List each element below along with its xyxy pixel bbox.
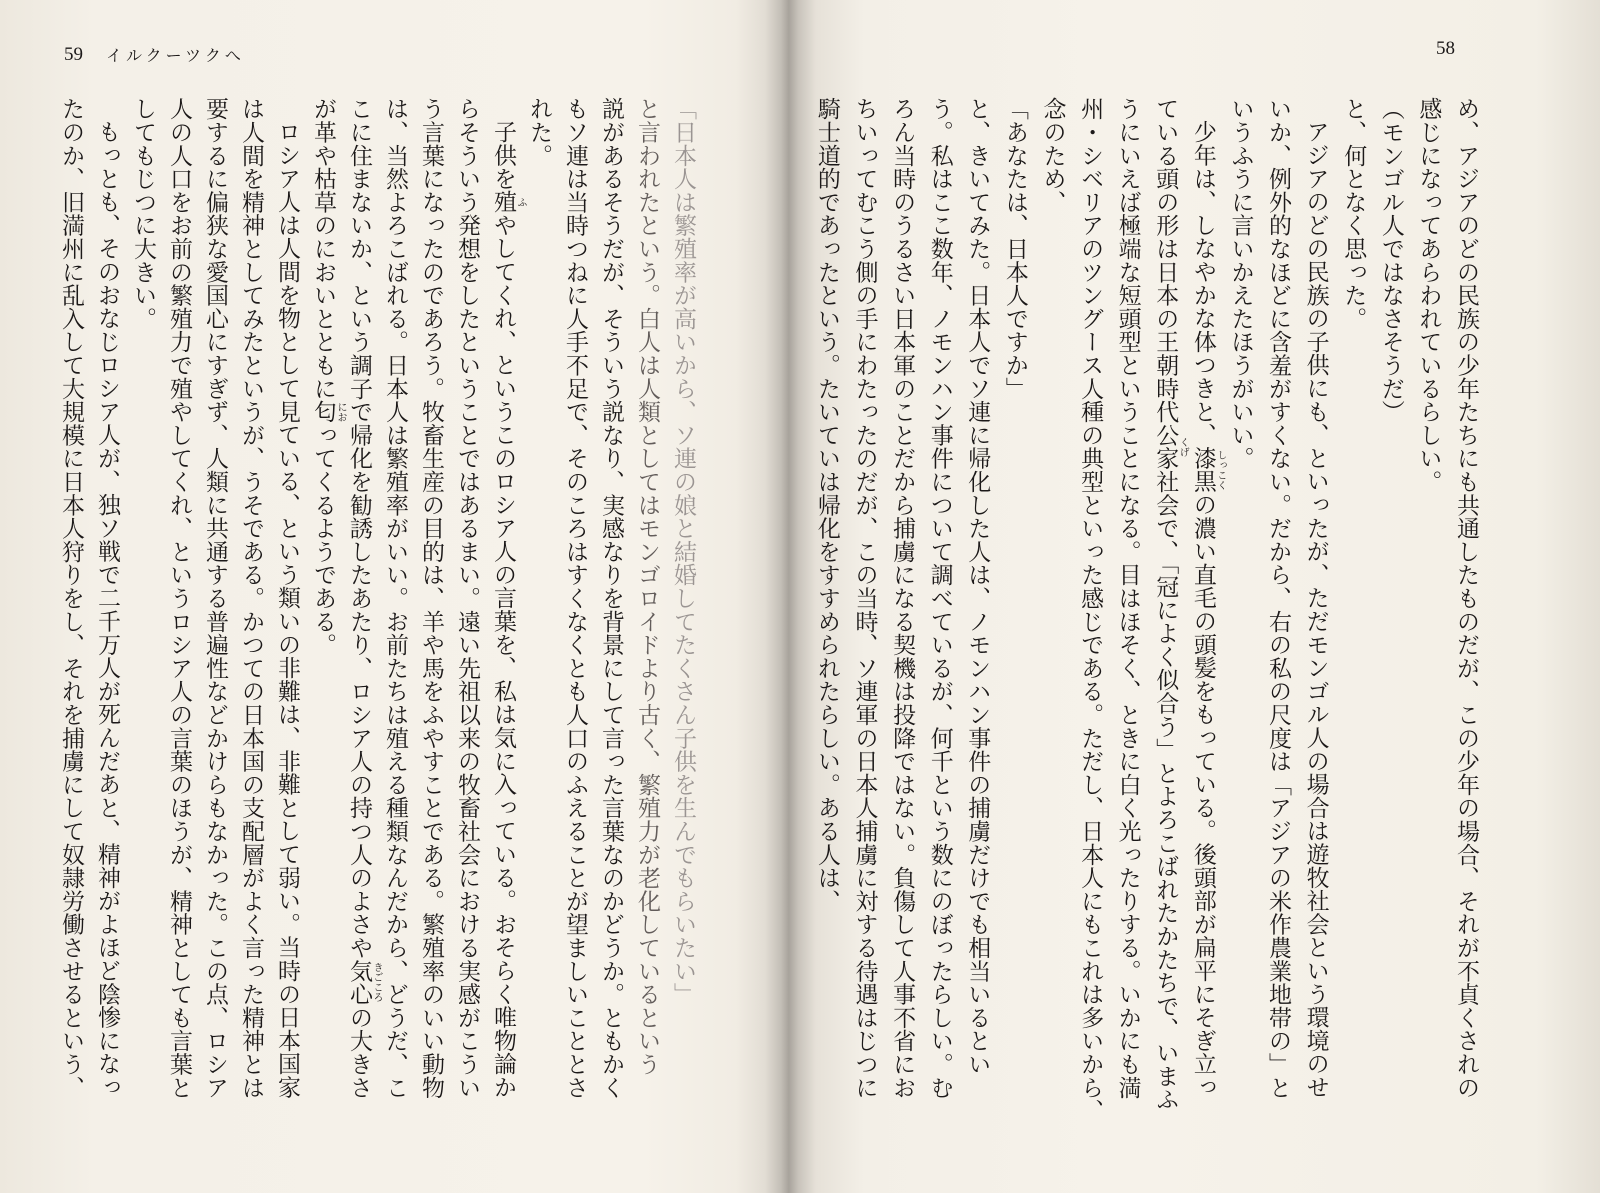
text-column: 子供を殖やしてくれ、というこのロシア人の言葉を、私は気に入っている。おそらく唯物論か xyxy=(490,120,516,1099)
running-head: イルクーツクへ xyxy=(106,46,245,65)
text-column: れた。 xyxy=(526,97,552,167)
text-column: いか、例外的なほどに含羞がすくない。だから、右の私の尺度は「アジアの米作農業地帯の」と xyxy=(1265,97,1292,1099)
ruby-annotation: ふ xyxy=(515,196,526,207)
text-column: と言われたという。白人は人類としてはモンゴロイドより古く、繁殖力が老化しているという xyxy=(634,97,660,1076)
text-column: ている頭の形は日本の王朝時代公家社会で、「冠によく似合う」とよろこばれたかたちで、いまふ xyxy=(1152,97,1179,1111)
text-column: アジアのどの民族の子供にも、といったが、ただモンゴル人の場合は遊牧社会という環境のせ xyxy=(1302,120,1329,1099)
text-column: と、きいてみた。日本人でソ連に帰化した人は、ノモンハン事件の捕虜だけでも相当いるとい xyxy=(964,97,991,1076)
text-column: もソ連は当時つねに人手不足で、そのころはすくなくとも人口のふえることが望ましいこととさ xyxy=(562,97,588,1099)
text-column: 「日本人は繁殖率が高いから、ソ連の娘と結婚してたくさん子供を生んでもらいたい」 xyxy=(670,97,696,1006)
text-column: いうふうに言いかえたほうがいい。 xyxy=(1227,97,1254,470)
text-column: たのか、旧満州に乱入して大規模に日本人狩りをし、それを捕虜にして奴隷労働させるという、 xyxy=(58,97,84,1099)
text-column: は人間を精神としてみたというが、うそである。かつての日本国の支配層がよく言った精神とは xyxy=(238,97,264,1099)
text-column: （モンゴル人ではなさそうだ） xyxy=(1377,97,1404,424)
text-column: もっとも、そのおなじロシア人が、独ソ戦で二千万人が死んだあと、精神がよほど陰惨になっ xyxy=(94,120,120,1099)
ruby-annotation: しっこく xyxy=(1214,449,1226,490)
text-column: 念のため、 xyxy=(1039,97,1066,214)
text-column: うにいえば極端な短頭型ということになる。目はほそく、ときに白く光ったりする。いかにも満 xyxy=(1114,97,1141,1099)
ruby-annotation: くげ xyxy=(1177,436,1189,457)
text-column: う言葉になったのであろう。牧畜生産の目的は、羊や馬をふやすことである。繁殖率のいい動物 xyxy=(418,97,444,1099)
text-column: こに住まないか、という調子で帰化を勧誘したあたり、ロシア人の持つ人のよさや気心の大きさ xyxy=(346,97,372,1099)
text-column: と、何となく思った。 xyxy=(1340,97,1367,330)
text-column: う。私はここ数年、ノモンハン事件について調べているが、何千という数にのぼったらしい。む xyxy=(926,97,953,1099)
text-column: 人の人口をお前の繁殖力で殖やしてくれ、というロシア人の言葉のほうが、精神としても言葉と xyxy=(166,97,192,1099)
text-column: ロシア人は人間を物として見ている、という類いの非難は、非難として弱い。当時の日本国家 xyxy=(274,120,300,1099)
page-body xyxy=(807,97,1484,1147)
text-column: 「あなたは、日本人ですか」 xyxy=(1001,97,1028,400)
text-column: 騎士道的であったという。たいていは帰化をすすめられたらしい。ある人は、 xyxy=(813,97,840,913)
text-column: ろん当時のうるさい日本軍のことだから捕虜になる契機は投降ではない。負傷して人事不省にお xyxy=(889,97,916,1099)
text-column: してもじつに大きい。 xyxy=(130,97,156,330)
page-number: 59 xyxy=(64,44,83,65)
text-column: は、当然よろこばれる。日本人は繁殖率がいい。お前たちは殖える種類なんだから、どうだ、こ xyxy=(382,97,408,1099)
text-column: が革や枯草のにおいとともに匂ってくるようである。 xyxy=(310,97,336,657)
text-column: 要するに偏狭な愛国心にすぎず、人類に共通する普遍性などかけらもなかった。この点、ロシア xyxy=(202,97,228,1099)
text-column: 州・シベリアのツングース人種の典型といった感じである。ただし、日本人にもこれは多いから、 xyxy=(1077,97,1104,1123)
text-column: 少年は、しなやかな体つきと、漆黒の濃い直毛の頭髪をもっている。後頭部が扁平にそぎ立っ xyxy=(1189,120,1216,1099)
text-column: 感じになってあらわれているらしい。 xyxy=(1415,97,1442,494)
text-column: らそういう発想をしたということではあるまい。遠い先祖以来の牧畜社会における実感がこうい xyxy=(454,97,480,1099)
page-number: 58 xyxy=(1436,38,1455,59)
ruby-annotation: にお xyxy=(335,401,346,422)
ruby-annotation: きごころ xyxy=(371,962,382,1003)
text-column: め、アジアのどの民族の少年たちにも共通したものだが、この少年の場合、それが不貞くされの xyxy=(1453,97,1479,1099)
text-column: ちいってむこう側の手にわたったのだが、この当時、ソ連軍の日本人捕虜に対する待遇はじつに xyxy=(851,97,878,1099)
text-column: 説があるそうだが、そういう説なり、実感なりを背景にして言った言葉なのかどうか。ともかく xyxy=(598,97,624,1099)
